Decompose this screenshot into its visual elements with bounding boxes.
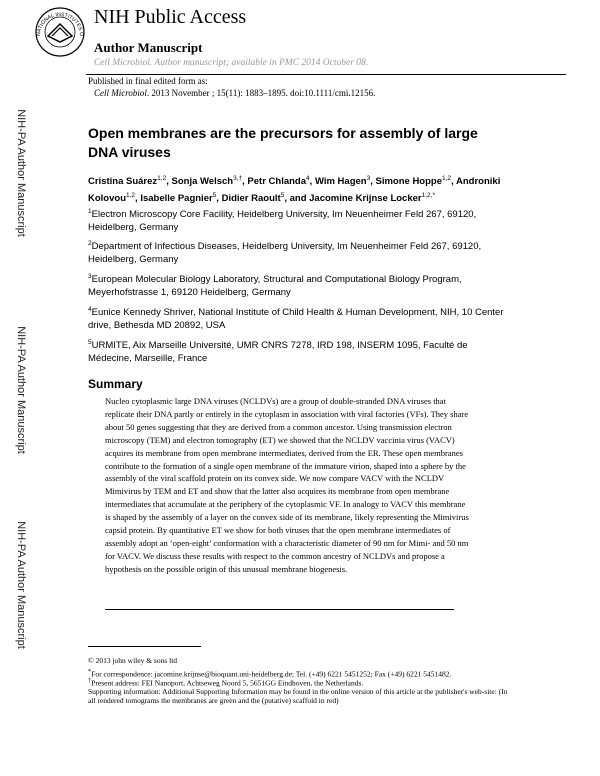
affiliation-number: 4 [88, 306, 92, 313]
author-name: Jacomine Krijnse Locker [309, 193, 422, 205]
affiliation-number: 2 [88, 240, 92, 247]
affiliation [88, 237, 506, 266]
author-separator: , [216, 193, 222, 205]
author-name: Cristina Suárez [88, 176, 158, 188]
author-affiliation-mark: 5 [280, 192, 285, 200]
author-affiliation-mark: 1,2,* [421, 192, 435, 200]
affiliation [88, 205, 506, 234]
sidebar-label-top: NIH-PA Author Manuscript [15, 109, 27, 237]
citation [88, 87, 375, 99]
summary-divider [105, 609, 454, 610]
copyright-note: © 2013 john wiley & sons ltd [88, 656, 178, 665]
citation-journal: Cell Microbiol [94, 88, 147, 98]
author-separator: , [451, 176, 456, 188]
affiliation [88, 270, 506, 299]
present-address-text: Present address: FEI Nanoport, Achtseweg Noord 5, 5651GG Eindhoven, the Netherlands. [91, 678, 364, 688]
article-title: Open membranes are the precursors for assembly of large DNA viruses [88, 125, 478, 160]
affiliation-text: Electron Microscopy Core Facility, Heidelberg University, Im Neuenheimer Feld 267, 69120, Heidelberg, Germany [88, 209, 477, 234]
present-address-mark: † [88, 677, 92, 684]
affiliation-number: 1 [88, 208, 92, 215]
author-affiliation-mark: 1,2 [157, 175, 167, 182]
author-affiliation-mark: 3,† [233, 175, 243, 182]
author-name: Sonja Welsch [171, 176, 234, 188]
affiliation-text: Eunice Kennedy Shriver, National Institute of Child Health & Human Development, NIH, 10 Center drive, Bethesda MD 20892, USA [88, 307, 504, 332]
sidebar-label-bottom: NIH-PA Author Manuscript [15, 521, 27, 649]
publication-info [88, 75, 375, 99]
author-affiliation-mark: 4 [306, 175, 310, 182]
author-separator: , [135, 193, 141, 205]
affiliation [88, 303, 506, 332]
affiliation-text: Department of Infectious Diseases, Heidelberg University, Im Neuenheimer Feld 267, 69120, Heidelberg, Germany [88, 241, 482, 266]
header-subtitle: Author Manuscript [94, 40, 203, 55]
author-name: Didier Raoult [221, 193, 281, 205]
published-label: Published in final edited form as: [88, 76, 208, 86]
summary-heading: Summary [88, 377, 143, 391]
author-affiliation-mark: 5 [212, 192, 217, 200]
summary-text: Nucleo cytoplasmic large DNA viruses (NCLDVs) are a group of double-stranded DNA viruses that replicate their DNA partly or entirely in the cytoplasm in association with viral factories (VFs). They share about 50 genes suggesting that they are derived from a common ancestor. Using transmission electron microscopy (TEM) and electron tomography (ET) we showed that the NCLDV vaccinia virus (VACV) acquires its membrane from open membrane intermediates, derived from the ER. These open membranes contribute to the formation of a single open membrane of the immature virion, shaped into a sphere by the assembly of the viral scaffold protein on its convex side. We now compare VACV with the NCLDV Mimivirus by TEM and ET and show that the latter also acquires its membrane from open membrane intermediates that accumulate at the periphery of the cytoplasmic VF. In analogy to VACV this membrane is shaped by the assembly of a layer on the convex side of its membrane, likely representing the Mimivirus capsid protein. By quantitative ET we show for both viruses that the open membrane intermediates of assembly adopt an ‘open-eight’ conformation with a characteristic diameter of 90 nm for Mimi- and 50 nm for VACV. We discuss these results with respect to the common ancestry of NCLDVs and propose a hypothesis on the possible origin of this unusual membrane biogenesis. [105, 396, 469, 574]
author-list [88, 172, 506, 206]
affiliation-number: 3 [88, 273, 92, 280]
supporting-info-note: Supporting information: Additional Supporting Information may be found in the online version of this article at the publisher's web-site: (In all rendered tomograms the membranes are green and the (putative) scaffold in red) [88, 687, 508, 706]
author-affiliation-mark: 1,2 [126, 192, 136, 200]
affiliation [88, 336, 506, 365]
correspondence-text: For correspondence: jacomine.krijnse@bioquant.uni-heidelberg.de; Tel. (+49) 6221 5451252; Fax (+49) 6221 5451482. [91, 669, 452, 679]
author-name: Petr Chlanda [247, 176, 307, 188]
author-affiliation-mark: 3 [366, 175, 371, 182]
sidebar-label-middle: NIH-PA Author Manuscript [15, 326, 27, 454]
affiliation-text: URMITE, Aix Marseille Université, UMR CNRS 7278, IRD 198, INSERM 1095, Faculté de Médecine, Marseille, France [88, 340, 468, 365]
affiliation-number: 5 [88, 339, 92, 346]
author-separator: , [370, 176, 376, 188]
author-affiliation-mark: 1,2 [442, 175, 452, 182]
author-name: Wim Hagen [314, 176, 367, 188]
nih-logo [34, 6, 86, 58]
logo-text: NATIONAL INSTITUTES O [35, 11, 85, 37]
present-address-note [88, 676, 508, 688]
correspondence-mark: * [88, 668, 92, 675]
header-title: NIH Public Access [94, 6, 247, 28]
footnote-divider [88, 646, 201, 647]
author-separator: , [166, 176, 172, 188]
availability-note: Cell Microbiol. Author manuscript; available in PMC 2014 October 08. [94, 58, 369, 68]
author-name: Isabelle Pagnier [140, 193, 213, 205]
author-separator: , [242, 176, 248, 188]
author-name: Androniki Kolovou [88, 176, 501, 205]
affiliation-text: European Molecular Biology Laboratory, Structural and Computational Biology Program, Meyerhofstrasse 1, 69120 Heidelberg, Germany [88, 274, 462, 299]
author-name: Simone Hoppe [375, 176, 443, 188]
author-separator: , and [284, 193, 310, 205]
author-separator: , [309, 176, 315, 188]
citation-details: . 2013 November ; 15(11): 1883–1895. doi:10.1111/cmi.12156. [146, 88, 376, 98]
